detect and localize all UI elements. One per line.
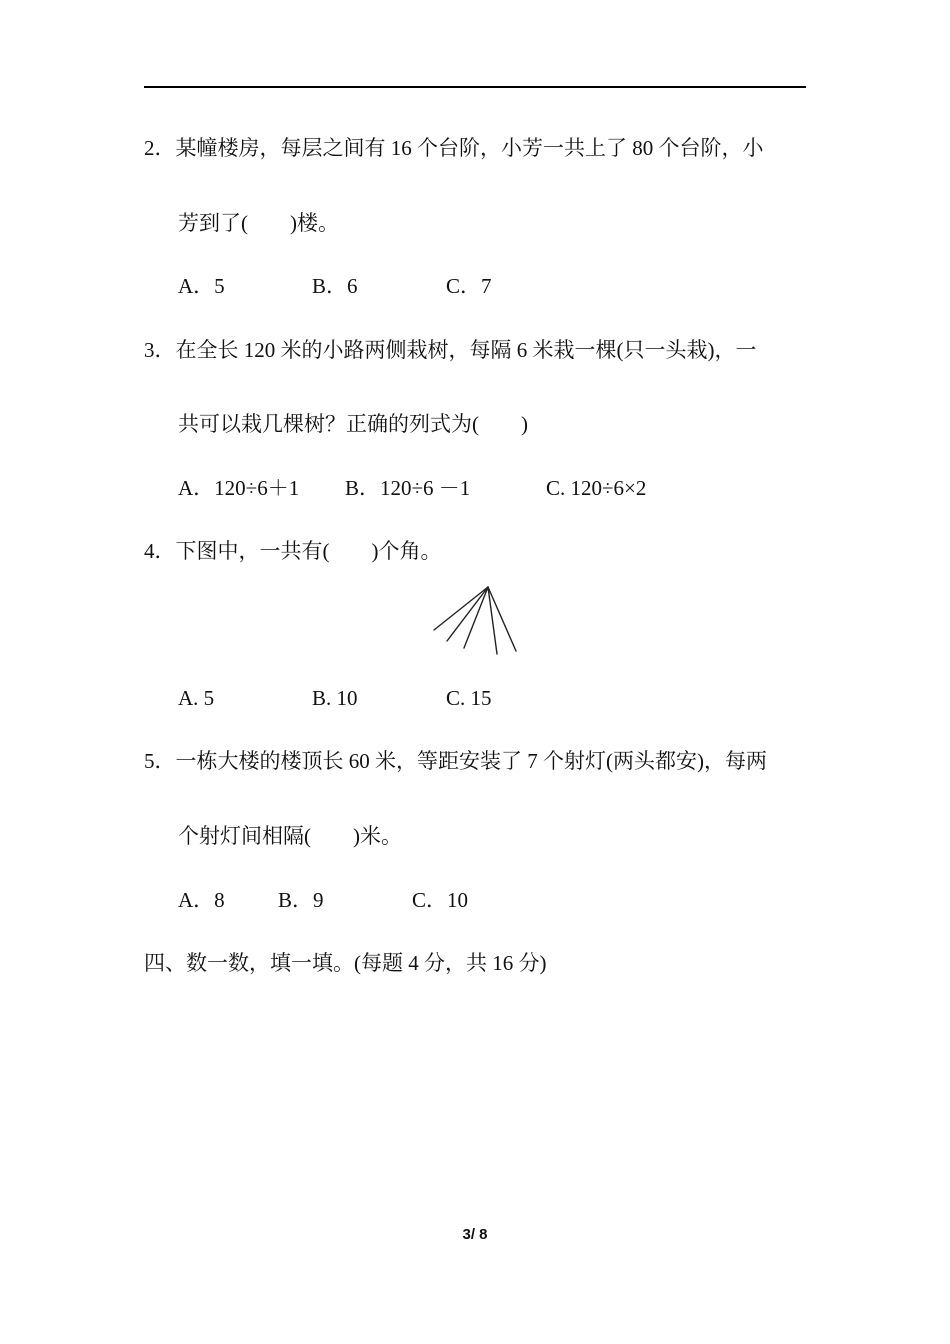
page-number: 3/ 8 bbox=[462, 1226, 488, 1243]
angle-figure bbox=[430, 582, 522, 658]
q4-option-c: C. 15 bbox=[446, 686, 492, 710]
q3-text-line2: 共可以栽几棵树？正确的列式为( ) bbox=[178, 412, 528, 436]
q2-option-b: B．6 bbox=[312, 274, 358, 298]
q4-option-a: A. 5 bbox=[178, 686, 215, 710]
top-rule bbox=[144, 86, 806, 88]
q5-option-a: A．8 bbox=[178, 888, 225, 912]
q5-option-c: C．10 bbox=[412, 888, 469, 912]
q2-text-line1: 2．某幢楼房，每层之间有 16 个台阶，小芳一共上了 80 个台阶，小 bbox=[144, 136, 764, 160]
section-4-heading: 四、数一数，填一填。(每题 4 分，共 16 分) bbox=[144, 951, 547, 975]
q5-text-line1: 5．一栋大楼的楼顶长 60 米，等距安装了 7 个射灯(两头都安)，每两 bbox=[144, 749, 767, 773]
q3-text-line1: 3．在全长 120 米的小路两侧栽树，每隔 6 米栽一棵(只一头栽)，一 bbox=[144, 338, 757, 362]
q4-text-line1: 4．下图中，一共有( )个角。 bbox=[144, 539, 442, 563]
q3-option-b: B．120÷6 －1 bbox=[345, 476, 471, 500]
q3-option-a: A．120÷6＋1 bbox=[178, 476, 300, 500]
q2-option-c: C．7 bbox=[446, 274, 492, 298]
q4-option-b: B. 10 bbox=[312, 686, 358, 710]
q5-option-b: B．9 bbox=[278, 888, 324, 912]
q2-text-line2: 芳到了( )楼。 bbox=[178, 211, 339, 235]
q3-option-c: C. 120÷6×2 bbox=[546, 476, 647, 500]
q2-option-a: A．5 bbox=[178, 274, 225, 298]
q5-text-line2: 个射灯间相隔( )米。 bbox=[178, 824, 402, 848]
